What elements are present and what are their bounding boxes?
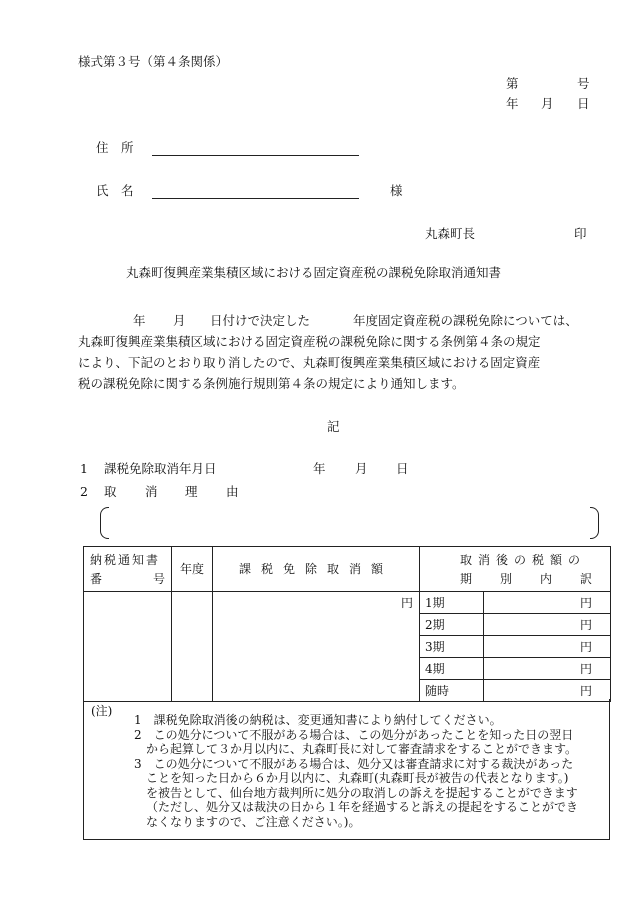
name-field-line[interactable] xyxy=(152,198,359,199)
body-line-3: により、下記のとおり取り消したので、丸森町復興産業集積区域における固定資産 xyxy=(78,355,541,370)
reason-bracket-left xyxy=(100,507,109,539)
note-3-line-4: （ただし、処分又は裁決の日から１年を経過すると訴えの提起をすることができ xyxy=(146,800,579,814)
period-2-label: 2期 xyxy=(420,614,484,636)
body-line-4: 税の課税免除に関する条例施行規則第４条の規定により通知します。 xyxy=(78,376,465,391)
body-line-2: 丸森町復興産業集積区域における固定資産税の課税免除に関する条例第４条の規定 xyxy=(78,334,541,349)
period-occasional-amount[interactable]: 円 xyxy=(484,680,611,702)
period-occasional-label: 随時 xyxy=(420,680,484,702)
body-month: 月 xyxy=(173,313,186,328)
body-decided: 日付けで決定した xyxy=(210,313,311,328)
item-2-char-4: 由 xyxy=(226,484,239,499)
reason-bracket-right xyxy=(590,507,599,539)
period-3-label: 3期 xyxy=(420,636,484,658)
item-2-char-1: 取 xyxy=(104,484,117,499)
issue-date-month: 月 xyxy=(541,96,554,111)
cell-amount-unit: 円 xyxy=(400,596,413,610)
item-2-number: 2 xyxy=(80,484,88,499)
address-field-line[interactable] xyxy=(152,155,359,156)
honorific: 様 xyxy=(390,183,403,198)
period-4-label: 4期 xyxy=(420,658,484,680)
document-title: 丸森町復興産業集積区域における固定資産税の課税免除取消通知書 xyxy=(126,265,502,280)
notes-box xyxy=(83,699,610,840)
body-year: 年 xyxy=(133,313,146,328)
cell-notice-number[interactable] xyxy=(84,592,172,702)
header-fiscal-year-label: 年度 xyxy=(179,562,204,576)
header-breakdown-ki: 期 xyxy=(460,572,473,586)
header-notice-number-ban: 番 xyxy=(90,572,103,586)
header-breakdown-betsu: 別 xyxy=(500,572,513,586)
item-1-month: 月 xyxy=(355,461,368,476)
period-3-amount[interactable]: 円 xyxy=(484,636,611,658)
form-number: 様式第３号（第４条関係） xyxy=(78,54,229,69)
note-2-line-1: 2 この処分について不服がある場合は、この処分があったことを知った日の翌日 xyxy=(134,728,574,742)
item-1-day: 日 xyxy=(396,461,409,476)
item-2-char-3: 理 xyxy=(185,484,198,499)
doc-number-suffix: 号 xyxy=(577,76,590,91)
header-breakdown xyxy=(420,547,611,592)
cell-fiscal-year[interactable] xyxy=(172,592,213,702)
issue-date-year: 年 xyxy=(506,96,519,111)
note-3-line-3: を被告として、仙台地方裁判所に処分の取消しの訴えを提起することができます xyxy=(146,786,578,800)
period-1-amount[interactable]: 円 xyxy=(484,592,611,614)
note-3-line-2: ことを知った日から６か月以内に、丸森町(丸森町長が被告の代表となります。) xyxy=(146,771,569,785)
issue-date-day: 日 xyxy=(577,96,590,111)
item-1-year: 年 xyxy=(313,461,326,476)
note-3-line-1: 3 この処分について不服がある場合は、処分又は審査請求に対する裁決があった xyxy=(134,757,574,771)
issuer-title: 丸森町長 xyxy=(425,226,476,241)
header-breakdown-top: 取消後の税額の xyxy=(460,553,587,567)
note-2-line-2: から起算して３か月以内に、丸森町長に対して審査請求をすることができます。 xyxy=(146,742,578,756)
notes-heading: (注) xyxy=(91,704,113,718)
header-fiscal-year xyxy=(172,547,213,592)
doc-number-prefix: 第 xyxy=(506,76,519,91)
note-1: 1 課税免除取消後の納税は、変更通知書により納付してください。 xyxy=(134,713,502,727)
item-2-char-2: 消 xyxy=(145,484,158,499)
header-amount xyxy=(213,547,420,592)
period-1-label: 1期 xyxy=(420,592,484,614)
period-4-amount[interactable]: 円 xyxy=(484,658,611,680)
tax-table xyxy=(83,546,611,702)
header-notice-number xyxy=(84,547,172,592)
item-1-number: 1 xyxy=(80,461,88,476)
header-notice-number-go: 号 xyxy=(152,572,165,586)
seal-mark: 印 xyxy=(574,226,587,241)
item-1-label: 課税免除取消年月日 xyxy=(104,461,217,476)
header-amount-label: 課税免除取消額 xyxy=(238,562,393,576)
period-2-amount[interactable]: 円 xyxy=(484,614,611,636)
reason-input-area[interactable] xyxy=(112,510,586,536)
header-breakdown-yaku: 訳 xyxy=(580,572,593,586)
address-label: 住 所 xyxy=(96,140,134,155)
ki-marker: 記 xyxy=(327,419,340,434)
cell-amount[interactable] xyxy=(213,592,420,702)
header-notice-number-top: 納税通知書 xyxy=(90,553,161,567)
name-label: 氏 名 xyxy=(96,183,134,198)
header-breakdown-nai: 内 xyxy=(540,572,553,586)
body-fiscal-year: 年度固定資産税の課税免除については、 xyxy=(353,313,578,328)
note-3-line-5: なくなりますので、ご注意ください。)。 xyxy=(146,815,361,829)
